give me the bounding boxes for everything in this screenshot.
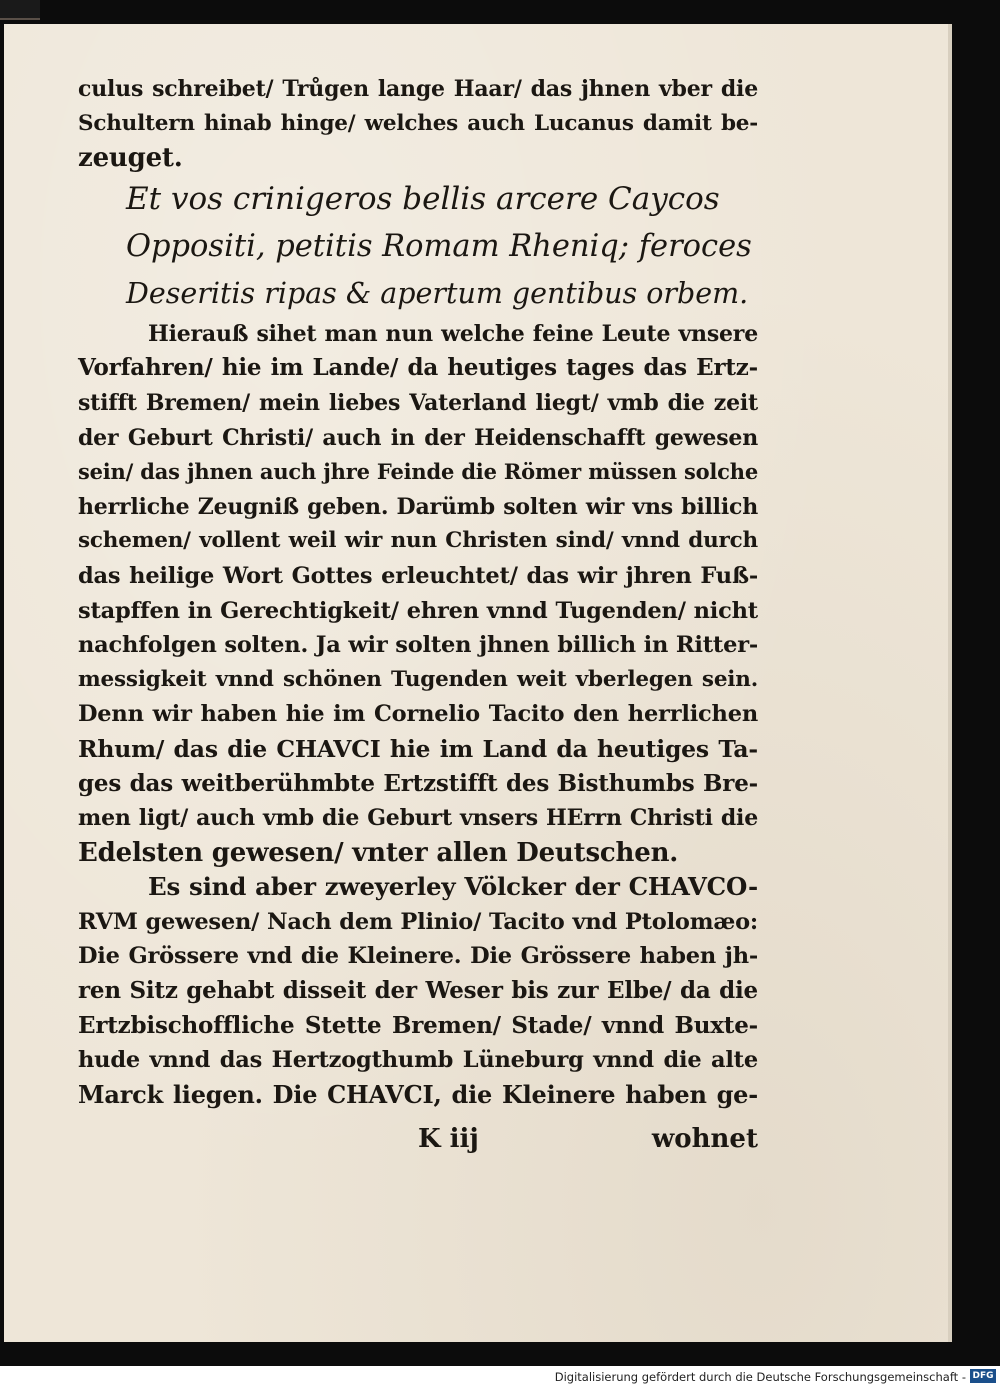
paragraph-line: sein/ das jhnen auch jhre Feinde die Römer müssen solche [78, 459, 758, 485]
verse-line: Et vos crinigeros bellis arcere Caycos [126, 180, 720, 217]
verse-line: Oppositi, petitis Romam Rheniq; feroces [126, 228, 752, 264]
paragraph-line: schemen/ vollent weil wir nun Christen sind/ vnnd durch [78, 528, 758, 554]
text-line: culus schreibet/ Trůgen lange Haar/ das jhnen vber die [78, 76, 758, 102]
paragraph-line: das heilige Wort Gottes erleuchtet/ das wir jhren Fuß- [78, 562, 758, 589]
paragraph-line: nachfolgen solten. Ja wir solten jhnen billich in Ritter- [78, 632, 758, 659]
paragraph-line: men ligt/ auch vmb die Geburt vnsers HErrn Christi die [78, 805, 758, 832]
corner-mark [0, 0, 40, 20]
paragraph-line: messigkeit vnnd schönen Tugenden weit vberlegen sein. [78, 666, 758, 692]
paragraph-line: RVM gewesen/ Nach dem Plinio/ Tacito vnd Ptolomæo: [78, 908, 758, 935]
paragraph-line: ren Sitz gehabt disseit der Weser bis zur Elbe/ da die [78, 977, 758, 1005]
paragraph-line: Die Grössere vnd die Kleinere. Die Grössere haben jh- [78, 943, 758, 970]
page-edge [948, 24, 952, 1342]
digitization-credit: Digitalisierung gefördert durch die Deutsche Forschungsgemeinschaft - [554, 1370, 966, 1384]
paragraph-line: Hierauß sihet man nun welche feine Leute vnsere [148, 320, 758, 347]
paragraph-line: stifft Bremen/ mein liebes Vaterland liegt/ vmb die zeit [78, 389, 758, 416]
page-text [78, 72, 758, 1112]
paragraph-line: Denn wir haben hie im Cornelio Tacito den herrlichen [78, 701, 758, 728]
paragraph-line: hude vnnd das Hertzogthumb Lüneburg vnnd die alte [78, 1047, 758, 1074]
signature-mark: K iij [418, 1124, 479, 1154]
paragraph-line: ges das weitberühmbte Ertzstifft des Bisthumbs Bre- [78, 769, 758, 797]
paragraph-line: Es sind aber zweyerley Völcker der CHAVCO- [148, 872, 758, 902]
catchword: wohnet [651, 1124, 758, 1154]
paragraph-line: Marck liegen. Die CHAVCI, die Kleinere haben ge- [78, 1079, 758, 1109]
dfg-logo: DFG [970, 1369, 996, 1383]
paragraph-line: Edelsten gewesen/ vnter allen Deutschen. [78, 837, 679, 868]
verse-line: Deseritis ripas & apertum gentibus orbem. [126, 276, 749, 310]
text-line: Schultern hinab hinge/ welches auch Lucanus damit be- [78, 110, 758, 136]
page-footer-line [78, 1124, 758, 1160]
text-line: zeuget. [78, 143, 183, 174]
paragraph-line: stapffen in Gerechtigkeit/ ehren vnnd Tugenden/ nicht [78, 597, 758, 624]
paragraph-line: Rhum/ das die CHAVCI hie im Land da heutiges Ta- [78, 734, 758, 763]
paragraph-line: Vorfahren/ hie im Lande/ da heutiges tages das Ertz- [78, 354, 758, 382]
paragraph-line: der Geburt Christi/ auch in der Heidenschafft gewesen [78, 424, 758, 451]
paragraph-line: herrliche Zeugniß geben. Darümb solten wir vns billich [78, 493, 758, 520]
paragraph-line: Ertzbischoffliche Stette Bremen/ Stade/ vnnd Buxte- [78, 1011, 758, 1039]
